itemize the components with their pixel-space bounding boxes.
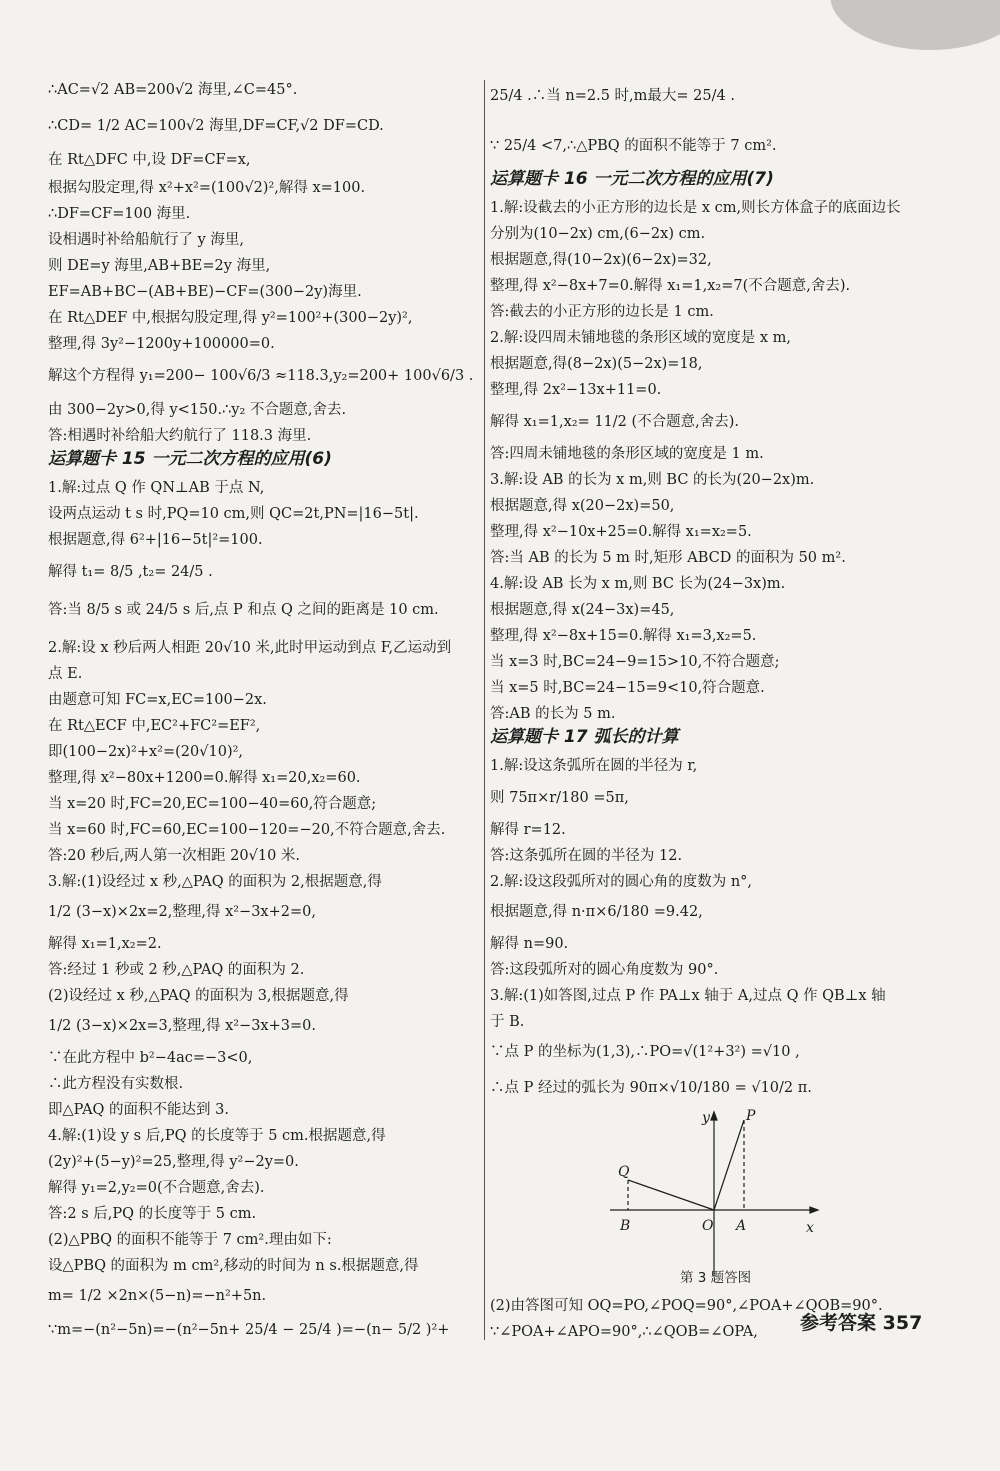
text-line: 解得 n=90. (490, 936, 569, 952)
text-line: 答:截去的小正方形的边长是 1 cm. (490, 304, 714, 320)
text-line: 解得 r=12. (490, 822, 566, 838)
label-x: x (806, 1220, 814, 1236)
text-line: 解得 t₁= 8/5 ,t₂= 24/5 . (48, 564, 213, 580)
text-line: 根据题意,得(8−2x)(5−2x)=18, (490, 356, 703, 372)
text-line: ∴AC=√2 AB=200√2 海里,∠C=45°. (48, 82, 298, 98)
text-line: ∵点 P 的坐标为(1,3),∴PO=√(1²+3²) =√10 , (490, 1044, 800, 1060)
text-line: 当 x=5 时,BC=24−15=9<10,符合题意. (490, 680, 765, 696)
text-line: EF=AB+BC−(AB+BE)−CF=(300−2y)海里. (48, 284, 362, 300)
label-p: P (746, 1108, 756, 1124)
text-line: 4.解:(1)设 y s 后,PQ 的长度等于 5 cm.根据题意,得 (48, 1128, 386, 1144)
label-q: Q (618, 1164, 630, 1180)
text-line: 设相遇时补给船航行了 y 海里, (48, 232, 245, 248)
text-line: 答:当 8/5 s 或 24/5 s 后,点 P 和点 Q 之间的距离是 10 cm. (48, 602, 439, 618)
text-line: 解得 y₁=2,y₂=0(不合题意,舍去). (48, 1180, 265, 1196)
section-heading: 运算题卡 17 弧长的计算 (490, 727, 679, 747)
text-line: 25/4 .∴当 n=2.5 时,m最大= 25/4 . (490, 88, 735, 104)
text-line: 解得 x₁=1,x₂=2. (48, 936, 162, 952)
text-line: 2.解:设四周未铺地毯的条形区域的宽度是 x m, (490, 330, 791, 346)
text-line: 1.解:设截去的小正方形的边长是 x cm,则长方体盒子的底面边长 (490, 200, 901, 216)
text-line: 在 Rt△DEF 中,根据勾股定理,得 y²=100²+(300−2y)², (48, 310, 413, 326)
text-line: 答:相遇时补给船大约航行了 118.3 海里. (48, 428, 312, 444)
text-line: 由题意可知 FC=x,EC=100−2x. (48, 692, 267, 708)
text-line: ∴此方程没有实数根. (48, 1076, 184, 1092)
text-line: 根据勾股定理,得 x²+x²=(100√2)²,解得 x=100. (48, 180, 366, 196)
text-line: 在 Rt△ECF 中,EC²+FC²=EF², (48, 718, 261, 734)
text-line: (2y)²+(5−y)²=25,整理,得 y²−2y=0. (48, 1154, 299, 1170)
text-line: 整理,得 3y²−1200y+100000=0. (48, 336, 275, 352)
page-number: 357 (882, 1312, 923, 1334)
text-line: 由 300−2y>0,得 y<150.∴y₂ 不合题意,舍去. (48, 402, 347, 418)
text-line: ∴点 P 经过的弧长为 90π×√10/180 = √10/2 π. (490, 1080, 812, 1096)
text-line: 答:AB 的长为 5 m. (490, 706, 616, 722)
text-line: 答:这条弧所在圆的半径为 12. (490, 848, 683, 864)
text-line: 答:20 秒后,两人第一次相距 20√10 米. (48, 848, 301, 864)
text-line: 根据题意,得 x(24−3x)=45, (490, 602, 675, 618)
text-line: 根据题意,得 x(20−2x)=50, (490, 498, 675, 514)
figure-caption: 第 3 题答图 (680, 1270, 752, 1286)
text-line: 3.解:(1)如答图,过点 P 作 PA⊥x 轴于 A,过点 Q 作 QB⊥x 轴 (490, 988, 886, 1004)
text-line: 2.解:设这段弧所对的圆心角的度数为 n°, (490, 874, 753, 890)
text-line: 答:四周未铺地毯的条形区域的宽度是 1 m. (490, 446, 764, 462)
text-line: 则 75π×r/180 =5π, (490, 790, 629, 806)
column-divider (484, 80, 485, 1340)
text-line: m= 1/2 ×2n×(5−n)=−n²+5n. (48, 1288, 267, 1304)
text-line: ∴DF=CF=100 海里. (48, 206, 191, 222)
text-line: 答:2 s 后,PQ 的长度等于 5 cm. (48, 1206, 257, 1222)
label-b: B (620, 1218, 631, 1234)
text-line: ∵在此方程中 b²−4ac=−3<0, (48, 1050, 253, 1066)
text-line: 整理,得 x²−8x+7=0.解得 x₁=1,x₂=7(不合题意,舍去). (490, 278, 851, 294)
text-line: 1/2 (3−x)×2x=3,整理,得 x²−3x+3=0. (48, 1018, 316, 1034)
text-line: 设△PBQ 的面积为 m cm²,移动的时间为 n s.根据题意,得 (48, 1258, 419, 1274)
text-line: ∵m=−(n²−5n)=−(n²−5n+ 25/4 − 25/4 )=−(n− 5/2 )²+ (48, 1322, 450, 1338)
label-y: y (702, 1110, 710, 1126)
text-line: 解得 x₁=1,x₂= 11/2 (不合题意,舍去). (490, 414, 740, 430)
page-footer (800, 1308, 922, 1335)
text-line: 4.解:设 AB 长为 x m,则 BC 长为(24−3x)m. (490, 576, 786, 592)
text-line: 根据题意,得 6²+|16−5t|²=100. (48, 532, 263, 548)
text-line: 在 Rt△DFC 中,设 DF=CF=x, (48, 152, 251, 168)
text-line: 当 x=60 时,FC=60,EC=100−120=−20,不符合题意,舍去. (48, 822, 446, 838)
text-line: (2)由答图可知 OQ=PO,∠POQ=90°,∠POA+∠QOB=90°. (490, 1298, 883, 1314)
text-line: 点 E. (48, 666, 83, 682)
text-line: 整理,得 x²−80x+1200=0.解得 x₁=20,x₂=60. (48, 770, 361, 786)
answer-figure (610, 1108, 830, 1278)
segment-op (714, 1120, 744, 1210)
text-line: 解这个方程得 y₁=200− 100√6/3 ≈118.3,y₂=200+ 100√6/3 . (48, 368, 474, 384)
y-axis-arrow (711, 1112, 717, 1120)
label-a: A (736, 1218, 747, 1234)
text-line: 即(100−2x)²+x²=(20√10)², (48, 744, 244, 760)
section-heading: 运算题卡 16 一元二次方程的应用(7) (490, 169, 774, 189)
text-line: 答:当 AB 的长为 5 m 时,矩形 ABCD 的面积为 50 m². (490, 550, 846, 566)
corner-shadow (830, 0, 1000, 50)
text-line: ∵ 25/4 <7,∴△PBQ 的面积不能等于 7 cm². (490, 138, 777, 154)
text-line: 答:经过 1 秒或 2 秒,△PAQ 的面积为 2. (48, 962, 305, 978)
text-line: ∵∠POA+∠APO=90°,∴∠QOB=∠OPA, (490, 1324, 758, 1340)
section-heading: 运算题卡 15 一元二次方程的应用(6) (48, 449, 332, 469)
text-line: 1.解:过点 Q 作 QN⊥AB 于点 N, (48, 480, 265, 496)
text-line: 分别为(10−2x) cm,(6−2x) cm. (490, 226, 706, 242)
text-line: 根据题意,得 n·π×6/180 =9.42, (490, 904, 703, 920)
text-line: 答:这段弧所对的圆心角度数为 90°. (490, 962, 719, 978)
text-line: 于 B. (490, 1014, 525, 1030)
text-line: 整理,得 2x²−13x+11=0. (490, 382, 662, 398)
text-line: 3.解:设 AB 的长为 x m,则 BC 的长为(20−2x)m. (490, 472, 815, 488)
text-line: 当 x=3 时,BC=24−9=15>10,不符合题意; (490, 654, 780, 670)
segment-oq (628, 1180, 714, 1210)
text-line: 则 DE=y 海里,AB+BE=2y 海里, (48, 258, 271, 274)
label-o: O (702, 1218, 714, 1234)
text-line: (2)设经过 x 秒,△PAQ 的面积为 3,根据题意,得 (48, 988, 349, 1004)
text-line: 3.解:(1)设经过 x 秒,△PAQ 的面积为 2,根据题意,得 (48, 874, 382, 890)
text-line: 设两点运动 t s 时,PQ=10 cm,则 QC=2t,PN=|16−5t|. (48, 506, 419, 522)
x-axis-arrow (810, 1207, 818, 1213)
text-line: 整理,得 x²−8x+15=0.解得 x₁=3,x₂=5. (490, 628, 757, 644)
text-line: 1/2 (3−x)×2x=2,整理,得 x²−3x+2=0, (48, 904, 316, 920)
text-line: 整理,得 x²−10x+25=0.解得 x₁=x₂=5. (490, 524, 752, 540)
text-line: 即△PAQ 的面积不能达到 3. (48, 1102, 229, 1118)
footer-label: 参考答案 (800, 1312, 877, 1334)
text-line: 1.解:设这条弧所在圆的半径为 r, (490, 758, 698, 774)
text-line: ∴CD= 1/2 AC=100√2 海里,DF=CF,√2 DF=CD. (48, 118, 384, 134)
text-line: 根据题意,得(10−2x)(6−2x)=32, (490, 252, 712, 268)
text-line: 当 x=20 时,FC=20,EC=100−40=60,符合题意; (48, 796, 377, 812)
text-line: (2)△PBQ 的面积不能等于 7 cm².理由如下: (48, 1232, 332, 1248)
text-line: 2.解:设 x 秒后两人相距 20√10 米,此时甲运动到点 F,乙运动到 (48, 640, 452, 656)
